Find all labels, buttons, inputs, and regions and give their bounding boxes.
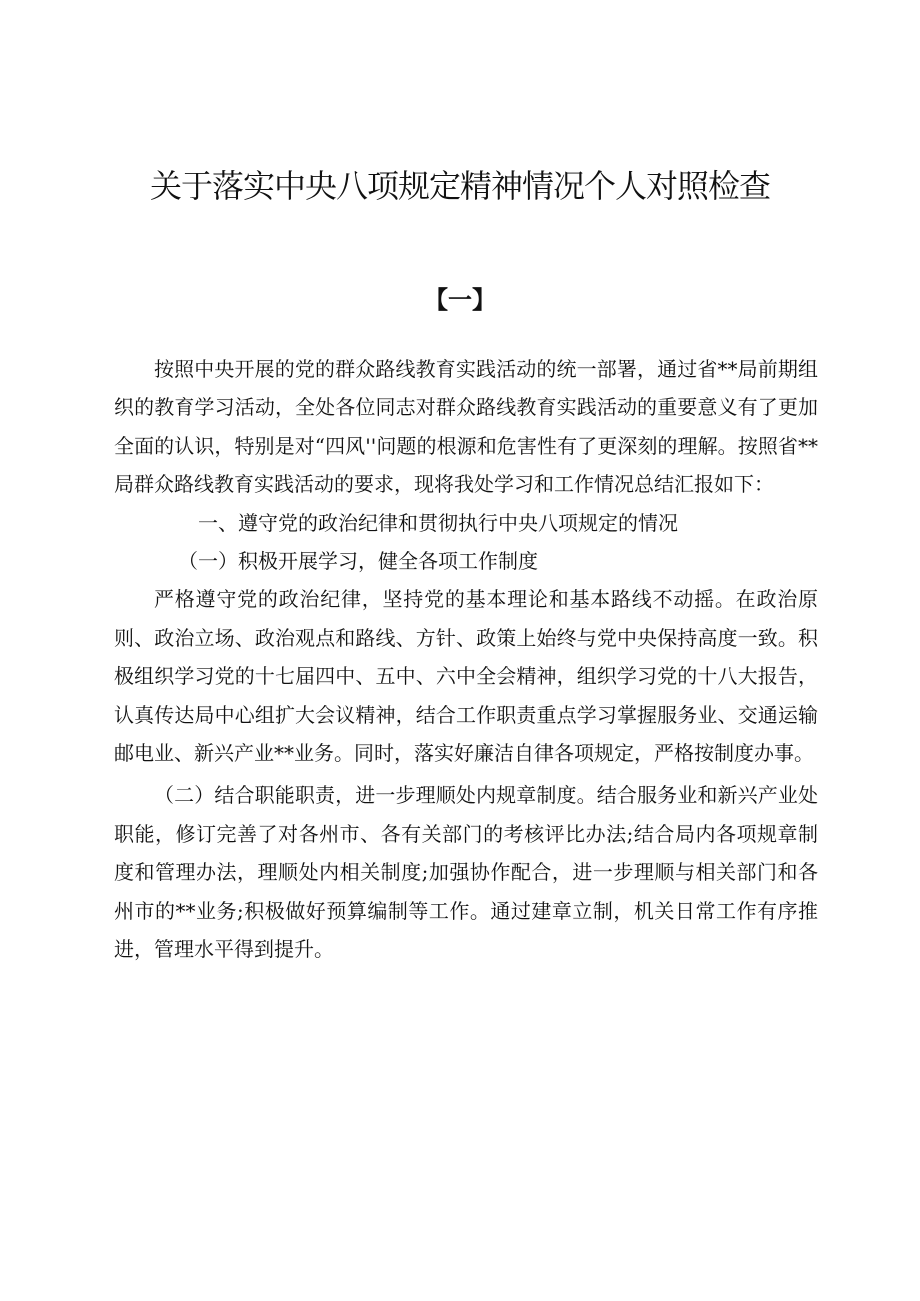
intro-paragraph: 按照中央开展的党的群众路线教育实践活动的统一部署，通过省**局前期组织的教育学习活动，全处各位同志对群众路线教育实践活动的重要意义有了更加全面的认识，特别是对“四风''问题的根源和危害性有了更深刻的理解。按照省**局群众路线教育实践活动的要求，现将我处学习和工作情况总结汇报如下： xyxy=(114,357,818,497)
body-paragraph-2: （二）结合职能职责，进一步理顺处内规章制度。结合服务业和新兴产业处职能，修订完善了对各州市、各有关部门的考核评比办法;结合局内各项规章制度和管理办法，理顺处内相关制度;加强协作配合，进一步理顺与相关部门和各州市的**业务;积极做好预算编制等工作。通过建章立制，机关日常工作有序推进，管理水平得到提升。 xyxy=(114,783,818,962)
section-heading-1: 一、遵守党的政治纪律和贯彻执行中央八项规定的情况 xyxy=(198,510,678,535)
document-subtitle: 【一】 xyxy=(424,285,496,314)
document-title: 关于落实中央八项规定精神情况个人对照检查 xyxy=(149,167,770,205)
body-paragraph-1: 严格遵守党的政治纪律，坚持党的基本理论和基本路线不动摇。在政治原则、政治立场、政治观点和路线、方针、政策上始终与党中央保持高度一致。积极组织学习党的十七届四中、五中、六中全会精神，组织学习党的十八大报告，认真传达局中心组扩大会议精神，结合工作职责重点学习掌握服务业、交通运输邮电业、新兴产业**业务。同时，落实好廉洁自律各项规定，严格按制度办事。 xyxy=(114,587,818,766)
subsection-heading-1: （一）积极开展学习，健全各项工作制度 xyxy=(178,549,538,574)
document-body xyxy=(114,350,818,969)
